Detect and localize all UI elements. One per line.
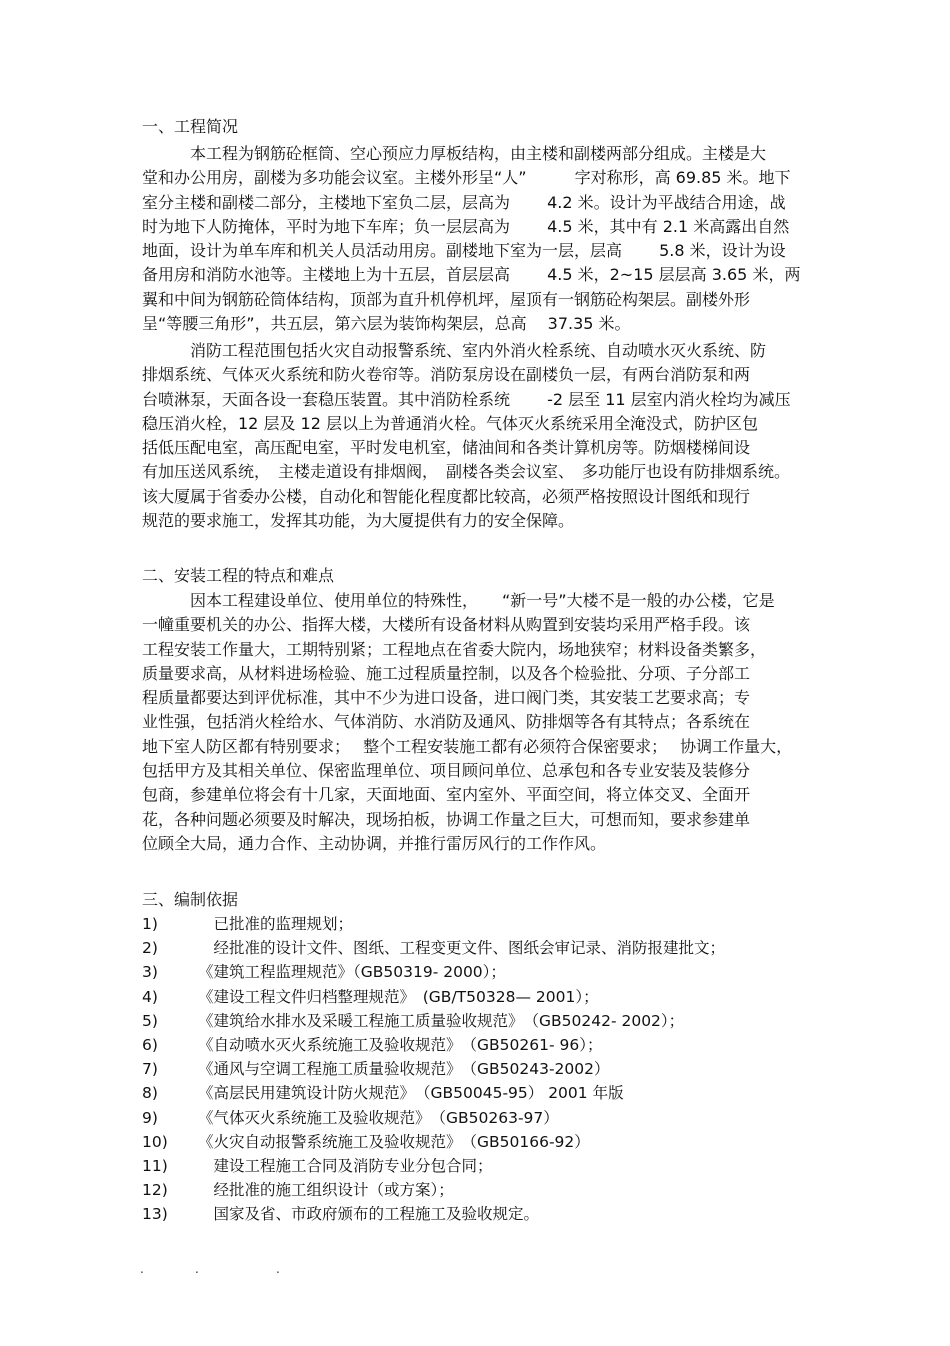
list-item — [142, 1154, 862, 1178]
text-line: 有加压送风系统， 主楼走道设有排烟阀， 副楼各类会议室、 多功能厅也设有防排烟系统。 — [142, 462, 791, 482]
item-text: 《建设工程文件归档整理规范》 (GB/T50328— 2001）； — [198, 987, 599, 1006]
reference-list — [142, 912, 862, 1226]
item-text: 《气体灭火系统施工及验收规范》 （GB50263-97） — [198, 1108, 559, 1127]
section-1-heading: 一、工程简况 — [142, 117, 239, 136]
section-2-heading: 二、安装工程的特点和难点 — [142, 566, 335, 585]
text-line: 消防工程范围包括火灾自动报警系统、室内外消火栓系统、自动喷水灭火系统、防 — [142, 341, 767, 360]
section-1-paragraph-2 — [142, 339, 870, 533]
text-line: 括低压配电室，高压配电室，平时发电机室，储油间和各类计算机房等。防烟楼梯间设 — [142, 438, 751, 458]
footer-dot: . — [195, 1262, 199, 1276]
text-line: 质量要求高，从材料进场检验、施工过程质量控制，以及各个检验批、分项、子分部工 — [142, 663, 751, 683]
text-line: 工程安装工作量大，工期特别紧；工程地点在省委大院内，场地狭窄；材料设备类繁多， — [142, 639, 767, 659]
list-item — [142, 1057, 862, 1081]
list-item — [142, 936, 862, 960]
text-line: 稳压消火栓，12 层及 12 层以上为普通消火栓。气体灭火系统采用全淹没式，防护区包 — [142, 413, 758, 433]
item-text: 《高层民用建筑设计防火规范》 （GB50045-95） 2001 年版 — [198, 1084, 624, 1103]
list-item — [142, 1009, 862, 1033]
text-line: 地下室人防区都有特别要求； 整个工程安装施工都有必须符合保密要求； 协调工作量大， — [142, 736, 793, 756]
section-3-heading: 三、编制依据 — [142, 890, 239, 909]
item-number: 6) — [142, 1035, 158, 1054]
text-line: 一幢重要机关的办公、指挥大楼，大楼所有设备材料从购置到安装均采用严格手段。该 — [142, 615, 751, 635]
text-line: 呈“等腰三角形”，共五层，第六层为装饰构架层，总高 37.35 米。 — [142, 314, 631, 334]
text-line: 时为地下人防掩体，平时为地下车库；负一层层高为 4.5 米，其中有 2.1 米高露出自然 — [142, 216, 790, 236]
item-text: 建设工程施工合同及消防专业分包合同； — [198, 1156, 493, 1175]
list-item — [142, 960, 862, 984]
text-line: 排烟系统、气体灭火系统和防火卷帘等。消防泵房设在副楼负一层，有两台消防泵和两 — [142, 365, 751, 385]
item-number: 4) — [142, 987, 158, 1006]
item-number: 7) — [142, 1060, 158, 1079]
item-text: 经批准的设计文件、图纸、工程变更文件、图纸会审记录、消防报建批文； — [198, 939, 726, 958]
section-1-paragraph-1 — [142, 142, 870, 336]
item-text: 国家及省、市政府颁布的工程施工及验收规定。 — [198, 1205, 540, 1224]
text-line: 因本工程建设单位、使用单位的特殊性， “新一号”大楼不是一般的办公楼，它是 — [142, 591, 775, 610]
list-item — [142, 1106, 862, 1130]
list-item — [142, 1178, 862, 1202]
text-line: 地面，设计为单车库和机关人员活动用房。副楼地下室为一层，层高 5.8 米，设计为设 — [142, 241, 786, 261]
item-number: 1) — [142, 915, 158, 933]
item-number: 13) — [142, 1205, 168, 1224]
text-line: 程质量都要达到评优标准，其中不少为进口设备，进口阀门类，其安装工艺要求高；专 — [142, 688, 751, 708]
item-number: 11) — [142, 1156, 168, 1175]
text-line: 本工程为钢筋砼框筒、空心预应力厚板结构，由主楼和副楼两部分组成。主楼是大 — [142, 144, 767, 163]
item-text: 已批准的监理规划； — [198, 915, 354, 933]
text-line: 业性强，包括消火栓给水、气体消防、水消防及通风、防排烟等各有其特点；各系统在 — [142, 712, 751, 732]
item-number: 10) — [142, 1132, 168, 1151]
text-line: 位顾全大局，通力合作、主动协调，并推行雷厉风行的工作作风。 — [142, 833, 607, 853]
text-line: 该大厦属于省委办公楼，自动化和智能化程度都比较高，必须严格按照设计图纸和现行 — [142, 486, 751, 506]
text-line: 包括甲方及其相关单位、保密监理单位、项目顾问单位、总承包和各专业安装及装修分 — [142, 761, 751, 781]
item-text: 经批准的施工组织设计（或方案）； — [198, 1181, 454, 1200]
text-line: 规范的要求施工，发挥其功能，为大厦提供有力的安全保障。 — [142, 511, 575, 531]
list-item — [142, 1081, 862, 1105]
text-line: 堂和办公用房，副楼为多功能会议室。主楼外形呈“人” 字对称形，高 69.85 米。地下 — [142, 168, 791, 188]
text-line: 备用房和消防水池等。主楼地上为十五层，首层层高 4.5 米，2~15 层层高 3.65 米，两 — [142, 265, 801, 285]
item-number: 2) — [142, 939, 158, 958]
footer-dot: . — [140, 1262, 144, 1276]
item-number: 12) — [142, 1181, 168, 1200]
text-line: 翼和中间为钢筋砼筒体结构，顶部为直升机停机坪，屋顶有一钢筋砼构架层。副楼外形 — [142, 289, 751, 309]
list-item — [142, 912, 862, 936]
item-number: 3) — [142, 963, 158, 982]
item-number: 5) — [142, 1011, 158, 1030]
list-item — [142, 985, 862, 1009]
footer-dot: . — [276, 1262, 280, 1276]
list-item — [142, 1202, 862, 1226]
item-text: 《建筑工程监理规范》（GB50319- 2000）； — [198, 963, 506, 982]
list-item — [142, 1130, 862, 1154]
list-item — [142, 1033, 862, 1057]
text-line: 花，各种问题必须要及时解决，现场拍板，协调工作量之巨大，可想而知，要求参建单 — [142, 809, 751, 829]
section-2-paragraph-1 — [142, 589, 870, 856]
item-text: 《建筑给水排水及采暖工程施工质量验收规范》 （GB50242- 2002）； — [198, 1011, 685, 1030]
item-text: 《自动喷水灭火系统施工及验收规范》 （GB50261- 96）； — [198, 1035, 603, 1054]
text-line: 室分主楼和副楼二部分，主楼地下室负二层，层高为 4.2 米。设计为平战结合用途，战 — [142, 192, 786, 212]
item-number: 9) — [142, 1108, 158, 1127]
text-line: 包商，参建单位将会有十几家，天面地面、室内室外、平面空间，将立体交叉、全面开 — [142, 785, 751, 805]
item-number: 8) — [142, 1084, 158, 1103]
item-text: 《火灾自动报警系统施工及验收规范》 （GB50166-92） — [198, 1132, 590, 1151]
item-text: 《通风与空调工程施工质量验收规范》 （GB50243-2002） — [198, 1060, 610, 1079]
text-line: 台喷淋泵，天面各设一套稳压装置。其中消防栓系统 -2 层至 11 层室内消火栓均为减压 — [142, 389, 791, 409]
